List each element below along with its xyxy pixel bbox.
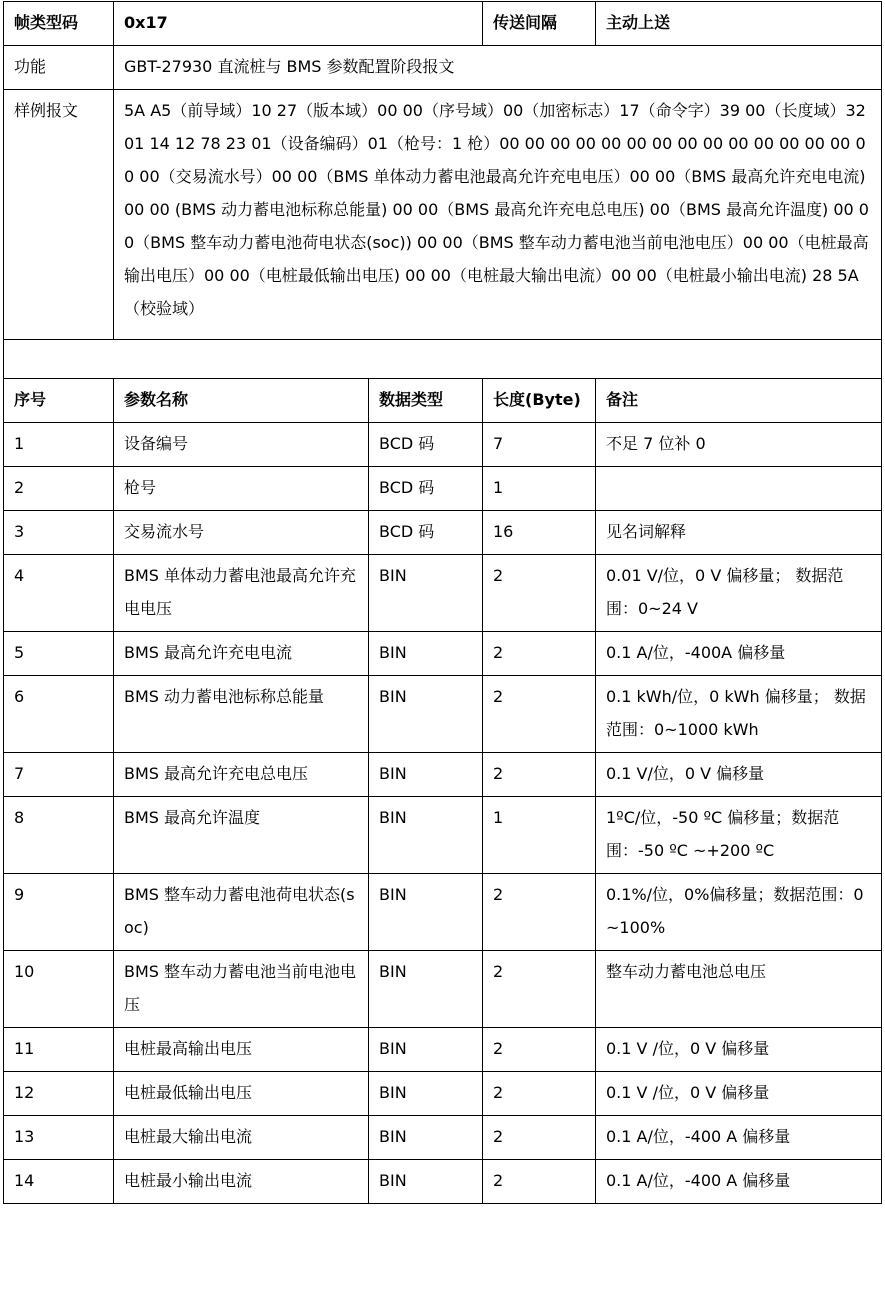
table-row bbox=[4, 676, 882, 753]
sample-row bbox=[4, 90, 882, 340]
param-length: 2 bbox=[483, 951, 596, 1028]
param-no: 7 bbox=[4, 753, 114, 797]
table-row bbox=[4, 753, 882, 797]
param-name: 电桩最低输出电压 bbox=[114, 1072, 369, 1116]
param-length: 16 bbox=[483, 511, 596, 555]
function-value: GBT-27930 直流桩与 BMS 参数配置阶段报文 bbox=[114, 46, 882, 90]
table-row bbox=[4, 423, 882, 467]
frame-type-value: 0x17 bbox=[114, 2, 483, 46]
param-length: 2 bbox=[483, 1160, 596, 1204]
param-length: 2 bbox=[483, 1072, 596, 1116]
table-row bbox=[4, 511, 882, 555]
param-name: BMS 最高允许充电总电压 bbox=[114, 753, 369, 797]
param-name: 电桩最小输出电流 bbox=[114, 1160, 369, 1204]
table-row bbox=[4, 555, 882, 632]
transmit-value: 主动上送 bbox=[596, 2, 882, 46]
param-note: 0.01 V/位，0 V 偏移量； 数据范围：0~24 V bbox=[596, 555, 882, 632]
param-name: BMS 最高允许温度 bbox=[114, 797, 369, 874]
param-type: BCD 码 bbox=[369, 511, 483, 555]
header-row bbox=[4, 2, 882, 46]
table-row bbox=[4, 951, 882, 1028]
param-name: BMS 单体动力蓄电池最高允许充电电压 bbox=[114, 555, 369, 632]
param-name: 设备编号 bbox=[114, 423, 369, 467]
param-length: 2 bbox=[483, 1116, 596, 1160]
table-row bbox=[4, 1072, 882, 1116]
table-row bbox=[4, 1116, 882, 1160]
param-name: BMS 整车动力蓄电池当前电池电压 bbox=[114, 951, 369, 1028]
param-no: 1 bbox=[4, 423, 114, 467]
param-type: BIN bbox=[369, 1116, 483, 1160]
param-no: 14 bbox=[4, 1160, 114, 1204]
param-no: 3 bbox=[4, 511, 114, 555]
param-note: 0.1 V /位，0 V 偏移量 bbox=[596, 1028, 882, 1072]
param-note: 整车动力蓄电池总电压 bbox=[596, 951, 882, 1028]
sample-value: 5A A5（前导域）10 27（版本域）00 00（序号域）00（加密标志）17（命令字）39 00（长度域）32 01 14 12 78 23 01（设备编码）01（枪号：1 枪）00 00 00 00 00 00 00 00 00 00 00 00 00 00 00 00（交易流水号）00 00（BMS 单体动力蓄电池最高允许充电电压）00 00（BMS 最高允许充电电流) 00 00 (BMS 动力蓄电池标称总能量) 00 00（BMS 最高允许充电总电压) 00（BMS 最高允许温度) 00 00（BMS 整车动力蓄电池荷电状态(soc)) 00 00（BMS 整车动力蓄电池当前电池电压）00 00（电桩最高输出电压）00 00（电桩最低输出电压) 00 00（电桩最大输出电流）00 00（电桩最小输出电流) 28 5A（校验域） bbox=[114, 90, 882, 340]
param-length: 2 bbox=[483, 676, 596, 753]
param-type: BIN bbox=[369, 632, 483, 676]
param-name: 电桩最大输出电流 bbox=[114, 1116, 369, 1160]
param-note: 见名词解释 bbox=[596, 511, 882, 555]
param-note: 0.1 A/位，-400 A 偏移量 bbox=[596, 1116, 882, 1160]
param-length: 1 bbox=[483, 797, 596, 874]
param-type: BIN bbox=[369, 1072, 483, 1116]
param-no: 10 bbox=[4, 951, 114, 1028]
spacer-row bbox=[4, 340, 882, 379]
param-type: BIN bbox=[369, 951, 483, 1028]
param-length: 2 bbox=[483, 1028, 596, 1072]
param-name: 枪号 bbox=[114, 467, 369, 511]
param-no: 13 bbox=[4, 1116, 114, 1160]
param-type: BCD 码 bbox=[369, 423, 483, 467]
col-header-type: 数据类型 bbox=[369, 379, 483, 423]
col-header-length: 长度(Byte) bbox=[483, 379, 596, 423]
protocol-table bbox=[3, 1, 882, 1204]
table-row bbox=[4, 632, 882, 676]
param-note: 0.1 kWh/位，0 kWh 偏移量； 数据范围：0~1000 kWh bbox=[596, 676, 882, 753]
param-no: 6 bbox=[4, 676, 114, 753]
param-name: 交易流水号 bbox=[114, 511, 369, 555]
param-type: BIN bbox=[369, 676, 483, 753]
sample-label: 样例报文 bbox=[4, 90, 114, 340]
param-name: BMS 动力蓄电池标称总能量 bbox=[114, 676, 369, 753]
col-header-note: 备注 bbox=[596, 379, 882, 423]
table-row bbox=[4, 467, 882, 511]
param-type: BIN bbox=[369, 555, 483, 632]
param-length: 1 bbox=[483, 467, 596, 511]
param-name: BMS 整车动力蓄电池荷电状态(soc) bbox=[114, 874, 369, 951]
param-type: BCD 码 bbox=[369, 467, 483, 511]
param-note: 0.1 V/位，0 V 偏移量 bbox=[596, 753, 882, 797]
param-type: BIN bbox=[369, 753, 483, 797]
param-type: BIN bbox=[369, 1028, 483, 1072]
params-header-row bbox=[4, 379, 882, 423]
param-type: BIN bbox=[369, 797, 483, 874]
param-no: 8 bbox=[4, 797, 114, 874]
param-note bbox=[596, 467, 882, 511]
param-note: 0.1 V /位，0 V 偏移量 bbox=[596, 1072, 882, 1116]
transmit-label: 传送间隔 bbox=[483, 2, 596, 46]
param-note: 0.1 A/位，-400A 偏移量 bbox=[596, 632, 882, 676]
table-row bbox=[4, 874, 882, 951]
param-no: 11 bbox=[4, 1028, 114, 1072]
function-row bbox=[4, 46, 882, 90]
param-no: 2 bbox=[4, 467, 114, 511]
param-length: 2 bbox=[483, 753, 596, 797]
param-note: 0.1%/位，0%偏移量；数据范围：0~100% bbox=[596, 874, 882, 951]
param-length: 2 bbox=[483, 632, 596, 676]
function-label: 功能 bbox=[4, 46, 114, 90]
param-type: BIN bbox=[369, 874, 483, 951]
param-type: BIN bbox=[369, 1160, 483, 1204]
col-header-no: 序号 bbox=[4, 379, 114, 423]
table-row bbox=[4, 797, 882, 874]
param-no: 4 bbox=[4, 555, 114, 632]
param-note: 不足 7 位补 0 bbox=[596, 423, 882, 467]
param-no: 9 bbox=[4, 874, 114, 951]
param-note: 0.1 A/位，-400 A 偏移量 bbox=[596, 1160, 882, 1204]
param-note: 1ºC/位，-50 ºC 偏移量；数据范围：-50 ºC ~+200 ºC bbox=[596, 797, 882, 874]
param-name: 电桩最高输出电压 bbox=[114, 1028, 369, 1072]
table-row bbox=[4, 1028, 882, 1072]
param-length: 2 bbox=[483, 874, 596, 951]
param-length: 2 bbox=[483, 555, 596, 632]
param-no: 12 bbox=[4, 1072, 114, 1116]
col-header-name: 参数名称 bbox=[114, 379, 369, 423]
spacer-cell bbox=[4, 340, 882, 379]
param-name: BMS 最高允许充电电流 bbox=[114, 632, 369, 676]
param-no: 5 bbox=[4, 632, 114, 676]
table-row bbox=[4, 1160, 882, 1204]
param-length: 7 bbox=[483, 423, 596, 467]
frame-type-label: 帧类型码 bbox=[4, 2, 114, 46]
